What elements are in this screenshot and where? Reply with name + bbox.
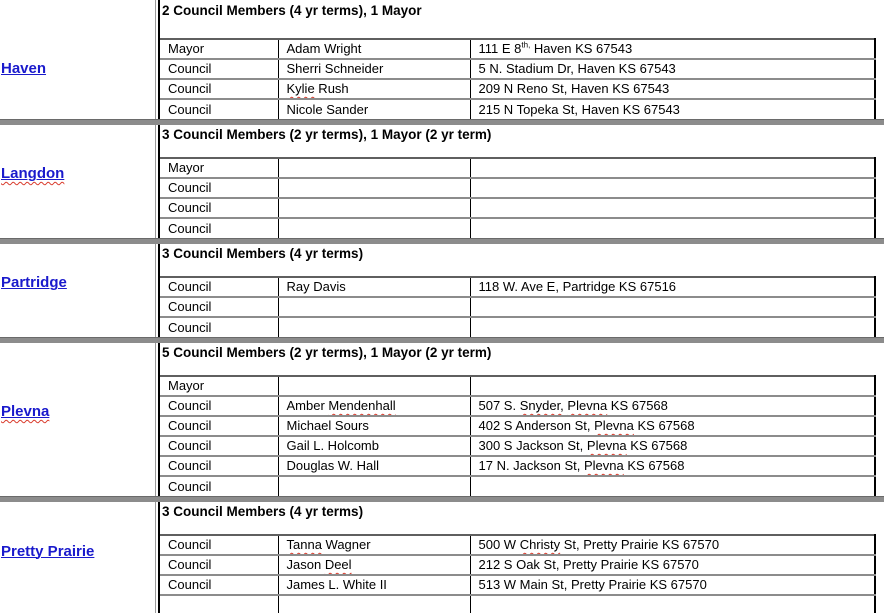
- name-cell: [278, 595, 470, 613]
- table-row: [160, 297, 875, 317]
- cell-text: Rush: [314, 81, 349, 96]
- cell-text: Sherri Schneider: [286, 61, 384, 76]
- cell-text: Plevna: [594, 418, 634, 433]
- section-plevna: [0, 343, 884, 496]
- roster-table-langdon: [160, 157, 876, 238]
- address-cell: [470, 178, 875, 198]
- town-cell-langdon: [1, 125, 153, 238]
- section-header-partridge: 3 Council Members (4 yr terms): [162, 246, 364, 261]
- name-cell: [278, 99, 470, 119]
- role-cell: [160, 218, 278, 238]
- cell-text: Adam Wright: [286, 41, 362, 56]
- name-cell: [278, 198, 470, 218]
- cell-text: Snyder,: [519, 398, 564, 413]
- section-header-haven: 2 Council Members (4 yr terms), 1 Mayor: [162, 3, 422, 18]
- name-cell: [278, 158, 470, 178]
- address-cell: [470, 59, 875, 79]
- section-header-langdon: 3 Council Members (2 yr terms), 1 Mayor (2 yr term): [162, 127, 492, 142]
- cell-text: Council: [168, 438, 212, 453]
- table-row: [160, 39, 875, 59]
- role-cell: [160, 476, 278, 496]
- table-row: [160, 575, 875, 595]
- cell-text: 118 W. Ave E, Partridge KS 67516: [478, 279, 677, 294]
- address-cell: [470, 99, 875, 119]
- role-cell: [160, 575, 278, 595]
- town-cell-pretty-prairie: [1, 502, 153, 613]
- name-cell: [278, 39, 470, 59]
- name-cell: [278, 178, 470, 198]
- name-cell: [278, 476, 470, 496]
- cell-text: KS 67568: [633, 418, 695, 433]
- role-cell: [160, 595, 278, 613]
- roster-table-partridge: [160, 276, 876, 337]
- cell-text: Council: [168, 557, 212, 572]
- cell-text: Council: [168, 418, 212, 433]
- cell-text: 300 S Jackson St,: [478, 438, 587, 453]
- role-cell: [160, 416, 278, 436]
- cell-text: Council: [168, 180, 212, 195]
- cell-text: St, Pretty Prairie KS 67570: [560, 537, 720, 552]
- name-cell: [278, 436, 470, 456]
- cell-text: Deel: [324, 557, 352, 572]
- role-cell: [160, 456, 278, 476]
- address-cell: [470, 456, 875, 476]
- address-cell: [470, 535, 875, 555]
- role-cell: [160, 555, 278, 575]
- address-cell: [470, 416, 875, 436]
- table-row: [160, 198, 875, 218]
- address-cell: [470, 575, 875, 595]
- address-cell: [470, 317, 875, 337]
- cell-text: Michael Sours: [286, 418, 369, 433]
- cell-text: Haven KS 67543: [530, 41, 633, 56]
- cell-text: 209 N Reno St, Haven KS 67543: [478, 81, 670, 96]
- address-cell: [470, 39, 875, 59]
- name-cell: [278, 535, 470, 555]
- town-link-plevna[interactable]: [1, 403, 49, 420]
- roster-table-pretty-prairie: [160, 534, 876, 613]
- role-cell: [160, 99, 278, 119]
- name-cell: [278, 59, 470, 79]
- role-cell: [160, 317, 278, 337]
- address-cell: [470, 218, 875, 238]
- cell-text: Council: [168, 537, 212, 552]
- cell-text: Council: [168, 577, 212, 592]
- roster-table-haven: [160, 38, 876, 119]
- name-cell: [278, 396, 470, 416]
- cell-text: 507 S.: [478, 398, 520, 413]
- address-cell: [470, 555, 875, 575]
- section-pretty-prairie: [0, 502, 884, 613]
- section-divider: [0, 496, 884, 502]
- table-row: [160, 178, 875, 198]
- cell-text: Amber: [286, 398, 329, 413]
- role-cell: [160, 297, 278, 317]
- table-row: [160, 595, 875, 613]
- section-divider: [0, 337, 884, 343]
- cell-text: Council: [168, 61, 212, 76]
- section-partridge: [0, 244, 884, 337]
- name-cell: [278, 79, 470, 99]
- address-cell: [470, 436, 875, 456]
- section-divider: [0, 238, 884, 244]
- name-cell: [278, 575, 470, 595]
- address-cell: [470, 198, 875, 218]
- table-row: [160, 99, 875, 119]
- cell-text: Plevna: [584, 458, 624, 473]
- cell-text: Council: [168, 458, 212, 473]
- cell-text: Council: [168, 299, 212, 314]
- cell-text: KS 67568: [623, 458, 685, 473]
- cell-text: 500 W: [478, 537, 520, 552]
- cell-text: Council: [168, 478, 212, 494]
- role-cell: [160, 396, 278, 416]
- cell-text: Nicole Sander: [286, 101, 369, 117]
- town-link-label: Plevna: [1, 403, 50, 420]
- section-haven: [0, 0, 884, 119]
- section-divider: [0, 119, 884, 125]
- role-cell: [160, 436, 278, 456]
- section-header-plevna: 5 Council Members (2 yr terms), 1 Mayor (2 yr term): [162, 345, 492, 360]
- cell-text: Council: [168, 220, 212, 236]
- cell-text: Jason: [286, 557, 325, 572]
- roster-table-plevna: [160, 375, 876, 496]
- cell-text: Mayor: [168, 41, 205, 56]
- cell-text: Ray Davis: [286, 279, 346, 294]
- role-cell: [160, 178, 278, 198]
- address-cell: [470, 476, 875, 496]
- cell-text: Mayor: [168, 160, 205, 175]
- address-cell: [470, 595, 875, 613]
- cell-text: th,: [521, 40, 531, 50]
- name-cell: [278, 317, 470, 337]
- cell-text: 215 N Topeka St, Haven KS 67543: [478, 101, 680, 117]
- town-link-label: Haven: [1, 60, 47, 77]
- cell-text: 513 W Main St, Pretty Prairie KS 67570: [478, 577, 707, 592]
- table-row: [160, 555, 875, 575]
- address-cell: [470, 297, 875, 317]
- cell-text: Mendenhall: [328, 398, 396, 413]
- role-cell: [160, 535, 278, 555]
- town-cell-haven: [1, 0, 153, 119]
- town-link-label: Partridge: [1, 274, 67, 291]
- cell-text: 111 E 8: [478, 41, 522, 56]
- town-link-langdon[interactable]: [1, 165, 64, 182]
- cell-text: Council: [168, 101, 212, 117]
- table-row: [160, 158, 875, 178]
- role-cell: [160, 39, 278, 59]
- name-cell: [278, 416, 470, 436]
- table-row: [160, 79, 875, 99]
- cell-text: James L. White II: [286, 577, 387, 592]
- cell-text: Tanna: [286, 537, 322, 552]
- town-link-haven[interactable]: [1, 60, 46, 77]
- name-cell: [278, 218, 470, 238]
- role-cell: [160, 376, 278, 396]
- cell-text: 17 N. Jackson St,: [478, 458, 584, 473]
- role-cell: [160, 158, 278, 178]
- role-cell: [160, 79, 278, 99]
- cell-text: 402 S Anderson St,: [478, 418, 595, 433]
- table-row: [160, 376, 875, 396]
- cell-text: Wagner: [321, 537, 371, 552]
- cell-text: 5 N. Stadium Dr, Haven KS 67543: [478, 61, 676, 76]
- role-cell: [160, 59, 278, 79]
- role-cell: [160, 198, 278, 218]
- cell-text: Council: [168, 398, 212, 413]
- cell-text: Council: [168, 200, 212, 215]
- role-cell: [160, 277, 278, 297]
- table-row: [160, 277, 875, 297]
- section-langdon: [0, 125, 884, 238]
- town-link-pretty-prairie[interactable]: [1, 543, 94, 560]
- table-row: [160, 317, 875, 337]
- name-cell: [278, 555, 470, 575]
- cell-text: Plevna: [567, 398, 608, 413]
- cell-text: Christy: [519, 537, 561, 552]
- cell-text: Council: [168, 319, 212, 335]
- address-cell: [470, 396, 875, 416]
- address-cell: [470, 158, 875, 178]
- table-row: [160, 456, 875, 476]
- table-row: [160, 476, 875, 496]
- table-row: [160, 218, 875, 238]
- cell-text: Council: [168, 81, 212, 96]
- town-link-label: Pretty Prairie: [1, 542, 95, 560]
- section-header-pretty-prairie: 3 Council Members (4 yr terms): [162, 504, 364, 519]
- name-cell: [278, 297, 470, 317]
- cell-text: Douglas W. Hall: [286, 458, 379, 473]
- cell-text: Mayor: [168, 378, 205, 393]
- address-cell: [470, 79, 875, 99]
- table-row: [160, 535, 875, 555]
- address-cell: [470, 277, 875, 297]
- town-link-label: Langdon: [1, 165, 65, 182]
- address-cell: [470, 376, 875, 396]
- table-row: [160, 436, 875, 456]
- name-cell: [278, 456, 470, 476]
- town-cell-partridge: [1, 244, 153, 337]
- name-cell: [278, 376, 470, 396]
- cell-text: Council: [168, 279, 212, 294]
- table-row: [160, 416, 875, 436]
- table-row: [160, 59, 875, 79]
- table-row: [160, 396, 875, 416]
- cell-text: KS 67568: [607, 398, 668, 413]
- cell-text: 212 S Oak St, Pretty Prairie KS 67570: [478, 557, 699, 572]
- cell-text: Kylie: [286, 81, 315, 96]
- town-link-partridge[interactable]: [1, 274, 67, 291]
- town-cell-plevna: [1, 343, 153, 496]
- name-cell: [278, 277, 470, 297]
- cell-text: Gail L. Holcomb: [286, 438, 379, 453]
- cell-text: Plevna: [586, 438, 627, 453]
- cell-text: KS 67568: [626, 438, 688, 453]
